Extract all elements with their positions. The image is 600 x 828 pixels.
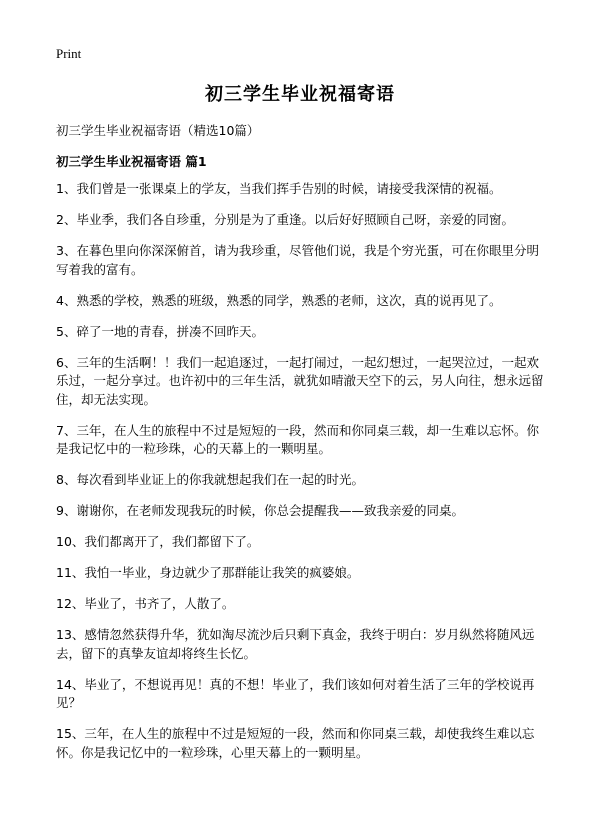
list-item: 9、谢谢你，在老师发现我玩的时候，你总会提醒我——致我亲爱的同桌。 [56,503,464,518]
list-item: 13、感情忽然获得升华，犹如淘尽流沙后只剩下真金，我终于明白：岁月纵然将随风远去，留下的真挚友谊却将终生长忆。 [56,627,535,661]
print-label: Print [56,46,82,61]
list-item: 3、在暮色里向你深深俯首，请为我珍重，尽管他们说，我是个穷光蛋，可在你眼里分明写着我的富有。 [56,243,539,277]
list-item: 14、毕业了，不想说再见！真的不想！毕业了，我们该如何对着生活了三年的学校说再见？ [56,676,535,710]
list-item: 12、毕业了，书齐了，人散了。 [56,596,235,611]
list-item: 4、熟悉的学校，熟悉的班级，熟悉的同学，熟悉的老师，这次，真的说再见了。 [56,292,502,308]
list-item: 7、三年，在人生的旅程中不过是短短的一段，然而和你同桌三载，却一生难以忘怀。你是我记忆中的一粒珍珠，心的天幕上的一颗明星。 [56,422,539,456]
list-item: 1、我们曾是一张课桌上的学友，当我们挥手告别的时候，请接受我深情的祝福。 [56,181,502,196]
list-item: 10、我们都离开了，我们都留下了。 [56,534,260,549]
list-item: 2、毕业季，我们各自珍重，分别是为了重逢。以后好好照顾自己呀，亲爱的同窗。 [56,212,514,227]
list-item: 15、三年，在人生的旅程中不过是短短的一段，然而和你同桌三载，却使我终生难以忘怀。你是我记忆中的一粒珍珠，心里天幕上的一颗明星。 [56,726,535,760]
section-heading: 初三学生毕业祝福寄语 篇1 [56,154,207,169]
list-item: 5、碎了一地的青春，拼凑不回昨天。 [56,323,264,339]
document-subtitle: 初三学生毕业祝福寄语（精选10篇） [56,123,260,138]
list-item: 11、我怕一毕业，身边就少了那群能让我笑的疯婆娘。 [56,565,360,580]
list-item: 8、每次看到毕业证上的你我就想起我们在一起的时光。 [56,472,364,487]
list-item: 6、三年的生活啊！！我们一起追逐过，一起打闹过，一起幻想过，一起哭泣过，一起欢乐过，一起分享过。也许初中的三年生活，就犹如晴澈天空下的云，另人向往，想永远留住，却无法实现。 [56,354,544,407]
document-title: 初三学生毕业祝福寄语 [205,84,395,105]
blessing-list [56,180,550,775]
